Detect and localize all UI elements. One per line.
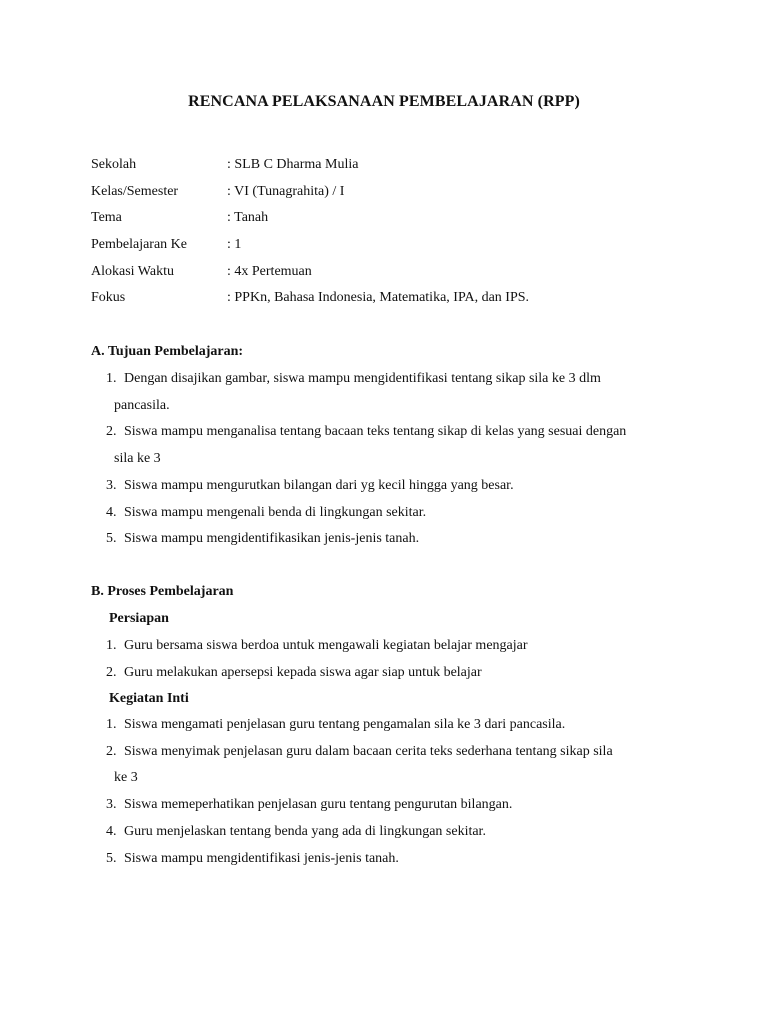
info-row-tema xyxy=(91,208,529,235)
info-label: Pembelajaran Ke xyxy=(91,237,188,253)
item-text: Siswa mampu mengidentifikasikan jenis-jenis tanah. xyxy=(124,531,420,547)
item-text: Guru bersama siswa berdoa untuk mengawali kegiatan belajar mengajar xyxy=(124,638,528,653)
info-value: : 1 xyxy=(227,237,242,253)
list-item xyxy=(91,792,677,819)
item-text: Guru melakukan apersepsi kepada siswa agar siap untuk belajar xyxy=(124,664,482,680)
item-text: Siswa mampu menganalisa tentang bacaan teks tentang sikap di kelas yang sesuai dengan xyxy=(124,424,627,440)
item-text: Guru menjelaskan tentang benda yang ada di lingkungan sekitar. xyxy=(124,823,486,839)
list-item-continuation xyxy=(91,446,677,473)
item-text: ke 3 xyxy=(114,770,138,786)
list-item-continuation xyxy=(91,765,677,792)
info-row-kelas xyxy=(91,182,529,209)
item-text: Siswa mampu mengurutkan bilangan dari yg kecil hingga yang besar. xyxy=(124,477,514,493)
item-text: Siswa mengamati penjelasan guru tentang pengamalan sila ke 3 dari pancasila. xyxy=(124,717,566,732)
section-b-heading: B. Proses Pembelajaran xyxy=(91,584,234,599)
item-number: 1. xyxy=(106,717,117,732)
item-number: 5. xyxy=(106,531,117,547)
item-number: 4. xyxy=(106,504,117,520)
item-text: Siswa memeperhatikan penjelasan guru tentang pengurutan bilangan. xyxy=(124,797,513,813)
list-item xyxy=(91,846,677,873)
item-text: Siswa mampu mengenali benda di lingkungan sekitar. xyxy=(124,504,427,520)
list-item xyxy=(91,419,677,446)
list-item-continuation xyxy=(91,393,677,420)
item-number: 3. xyxy=(106,477,117,493)
item-text: Dengan disajikan gambar, siswa mampu mengidentifikasi tentang sikap sila ke 3 dlm xyxy=(124,371,601,386)
list-item xyxy=(91,739,677,766)
info-label: Sekolah xyxy=(91,157,137,172)
kegiatan-inti-heading: Kegiatan Inti xyxy=(109,691,189,706)
item-text: pancasila. xyxy=(114,397,170,413)
list-item xyxy=(91,712,677,739)
info-label: Kelas/Semester xyxy=(91,183,179,199)
tujuan-list xyxy=(91,366,677,553)
item-number: 2. xyxy=(106,664,117,680)
list-item xyxy=(91,633,677,660)
info-row-pembelajaran xyxy=(91,235,529,262)
list-item xyxy=(91,660,677,687)
kegiatan-inti-list xyxy=(91,712,677,872)
list-item xyxy=(91,819,677,846)
item-text: Siswa menyimak penjelasan guru dalam bacaan cerita teks sederhana tentang sikap sila xyxy=(124,743,613,759)
info-label: Fokus xyxy=(91,290,126,306)
section-a-heading: A. Tujuan Pembelajaran: xyxy=(91,344,244,359)
info-value: : VI (Tunagrahita) / I xyxy=(227,183,345,199)
page-title: RENCANA PELAKSANAAN PEMBELAJARAN (RPP) xyxy=(188,93,580,110)
info-value: : PPKn, Bahasa Indonesia, Matematika, IPA, dan IPS. xyxy=(227,290,530,306)
info-value: : SLB C Dharma Mulia xyxy=(227,157,359,172)
info-row-sekolah xyxy=(91,155,529,182)
item-text: sila ke 3 xyxy=(114,451,161,467)
info-value: : Tanah xyxy=(227,210,269,226)
persiapan-list xyxy=(91,633,677,686)
info-value: : 4x Pertemuan xyxy=(227,263,312,279)
item-number: 4. xyxy=(106,823,117,839)
info-label: Alokasi Waktu xyxy=(91,263,174,279)
item-number: 1. xyxy=(106,371,117,386)
item-number: 1. xyxy=(106,638,117,653)
info-row-alokasi xyxy=(91,262,529,289)
info-label: Tema xyxy=(91,210,122,226)
item-number: 2. xyxy=(106,424,117,440)
item-text: Siswa mampu mengidentifikasi jenis-jenis tanah. xyxy=(124,850,399,866)
list-item xyxy=(91,366,677,393)
list-item xyxy=(91,526,677,553)
item-number: 3. xyxy=(106,797,117,813)
list-item xyxy=(91,500,677,527)
info-row-fokus xyxy=(91,288,529,315)
persiapan-heading: Persiapan xyxy=(109,611,169,626)
item-number: 5. xyxy=(106,850,117,866)
info-table xyxy=(91,155,529,315)
item-number: 2. xyxy=(106,743,117,759)
list-item xyxy=(91,473,677,500)
